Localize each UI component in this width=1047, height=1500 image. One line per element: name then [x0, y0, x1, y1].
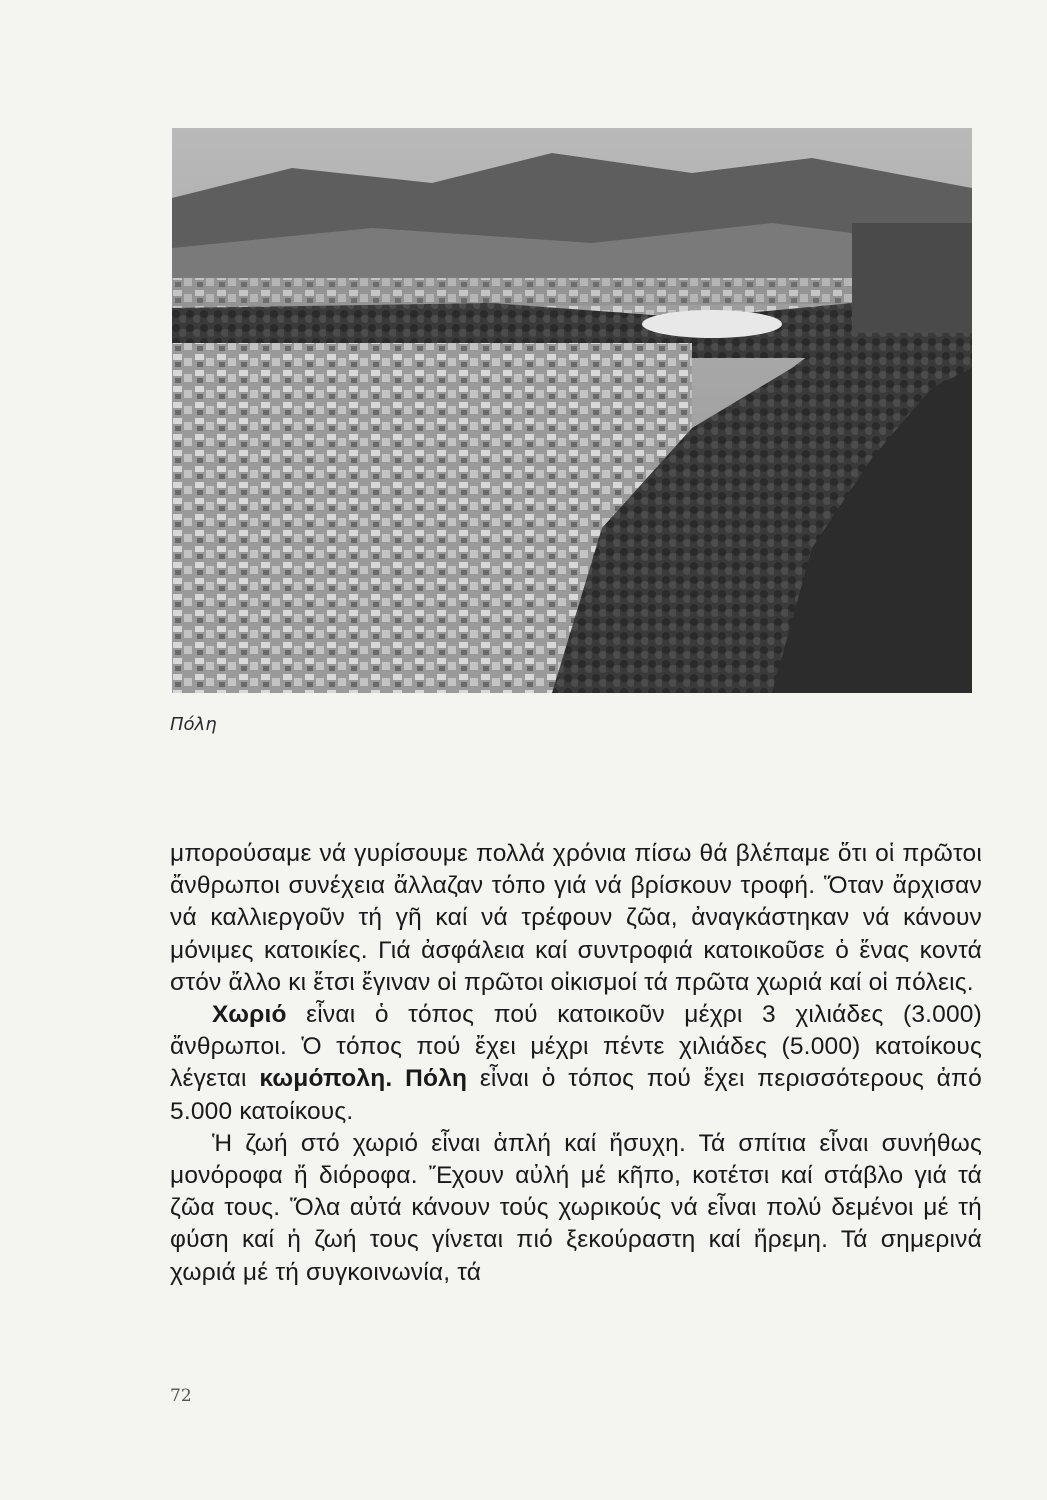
bold-term: Χωριό [212, 1001, 287, 1029]
text-run: εἶναι ὁ τόπος πού ἔχει περισσότερους ἀπό 5.000 κατοίκους. [170, 1065, 982, 1125]
paragraph [170, 1128, 982, 1289]
body-text [170, 838, 982, 1289]
city-landscape-photo-icon [172, 128, 972, 693]
page-number: 72 [170, 1386, 192, 1406]
text-run: Ἡ ζωή στό χωριό εἶναι ἁπλή καί ἥσυχη. Τά σπίτια εἶναι συνήθως μονόροφα ἤ διόροφα. Ἔχουν αὐλή μέ κῆπο, κοτέτσι καί στάβλο γιά τά ζῶα τους. Ὅλα αὐτά κάνουν τούς χωρικούς νά εἶναι πολύ δεμένοι μέ τή φύση καί ἡ ζωή τους γίνεται πιό ξεκούραστη καί ἤρεμη. Τά σημερινά χωριά μέ τή συγκοινωνία, τά [170, 1129, 982, 1286]
photo-caption: Πόλη [170, 714, 217, 735]
bold-term: κωμόπολη. Πόλη [259, 1065, 468, 1093]
text-run: εἶναι ὁ τόπος πού κατοικοῦν μέχρι 3 χιλιάδες (3.000) ἄνθρωποι. Ὁ τόπος πού ἔχει μέχρι πέντε χιλιάδες (5.000) κατοίκους λέγεται [170, 1001, 982, 1093]
paragraph [170, 838, 982, 999]
text-run: μπορούσαμε νά γυρίσουμε πολλά χρόνια πίσω θά βλέπαμε ὅτι οἱ πρῶτοι ἄνθρωποι συνέχεια ἄλλαζαν τόπο γιά νά βρίσκουν τροφή. Ὅταν ἄρχισαν νά καλλιεργοῦν τή γῆ καί νά τρέφουν ζῶα, ἀναγκάστηκαν νά κάνουν μόνιμες κατοικίες. Γιά ἀσφάλεια καί συντροφιά κατοικοῦσε ὁ ἕνας κοντά στόν ἄλλο κι ἔτσι ἔγιναν οἱ πρῶτοι οἰκισμοί τά πρῶτα χωριά καί οἱ πόλεις. [170, 840, 982, 996]
city-photo [172, 128, 972, 693]
paragraph [170, 999, 982, 1128]
